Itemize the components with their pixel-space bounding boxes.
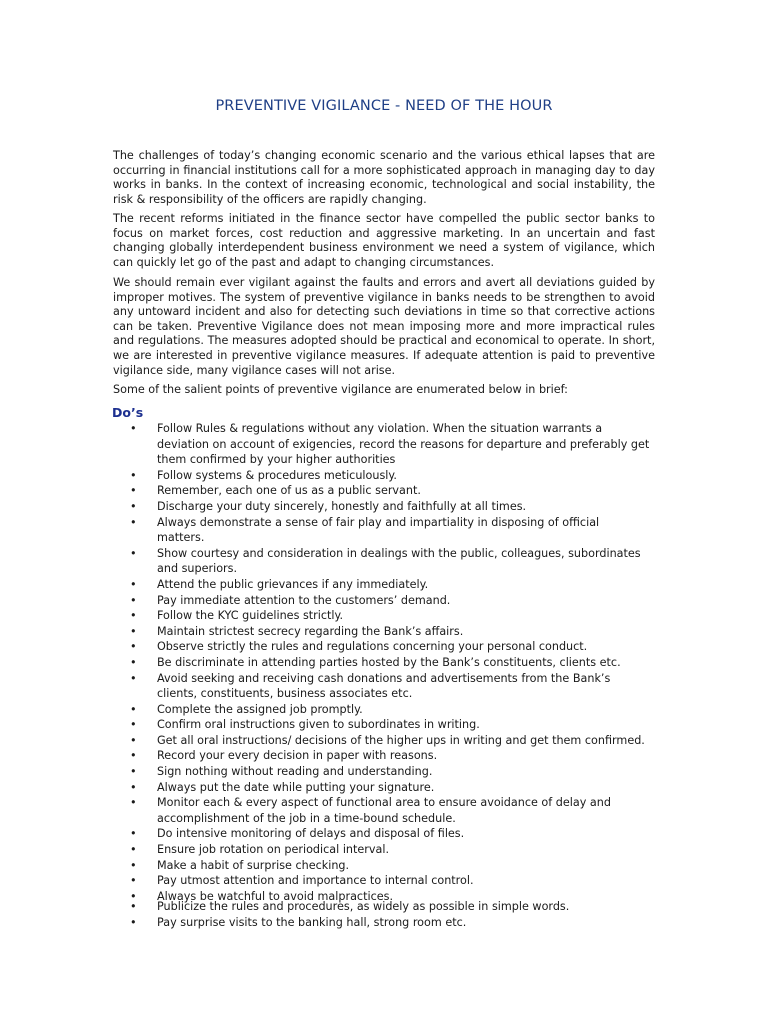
list-item-text: Follow the KYC guidelines strictly. bbox=[157, 609, 344, 623]
list-item bbox=[130, 499, 650, 515]
bullet-icon: • bbox=[130, 624, 137, 638]
bullet-icon: • bbox=[130, 765, 137, 779]
reforms-paragraph: The recent reforms initiated in the finance sector have compelled the public sector banks to focus on market forces, cost reduction and aggressive marketing. In an uncertain and fast changing globally interdependent business environment we need a system of vigilance, which can quickly let go of the past and adapt to changing circumstances. bbox=[113, 212, 655, 269]
bullet-icon: • bbox=[130, 671, 137, 685]
list-item bbox=[130, 702, 650, 718]
bullet-icon: • bbox=[130, 718, 137, 732]
bullet-icon: • bbox=[130, 499, 137, 513]
list-item-text: Complete the assigned job promptly. bbox=[157, 702, 363, 716]
dos-list-continued bbox=[130, 899, 650, 930]
list-item bbox=[130, 593, 650, 609]
list-item-text: Record your every decision in paper with reasons. bbox=[157, 749, 438, 763]
list-item-text: Maintain strictest secrecy regarding the Bank’s affairs. bbox=[157, 624, 464, 638]
bullet-icon: • bbox=[130, 484, 137, 498]
list-item-text: Follow Rules & regulations without any violation. When the situation warrants a deviation on account of exigencies, record the reasons for departure and preferably get them confirmed by your higher authorities bbox=[157, 422, 650, 467]
bullet-icon: • bbox=[130, 874, 137, 888]
list-item-text: Discharge your duty sincerely, honestly and faithfully at all times. bbox=[157, 499, 527, 513]
list-item-text: Avoid seeking and receiving cash donations and advertisements from the Bank’s clients, constituents, business associates etc. bbox=[157, 671, 611, 701]
list-item-text: Confirm oral instructions given to subordinates in writing. bbox=[157, 718, 480, 732]
list-item bbox=[130, 546, 650, 577]
bullet-icon: • bbox=[130, 468, 137, 482]
list-item-text: Remember, each one of us as a public servant. bbox=[157, 484, 421, 498]
bullet-icon: • bbox=[130, 915, 137, 929]
bullet-icon: • bbox=[130, 655, 137, 669]
list-item bbox=[130, 764, 650, 780]
list-item-text: Always demonstrate a sense of fair play and impartiality in disposing of official matters. bbox=[157, 515, 600, 545]
list-item-text: Follow systems & procedures meticulously. bbox=[157, 468, 397, 482]
bullet-icon: • bbox=[130, 733, 137, 747]
list-item bbox=[130, 899, 650, 915]
list-item bbox=[130, 858, 650, 874]
bullet-icon: • bbox=[130, 702, 137, 716]
list-item-text: Pay utmost attention and importance to internal control. bbox=[157, 874, 474, 888]
bullet-icon: • bbox=[130, 640, 137, 654]
list-item bbox=[130, 624, 650, 640]
list-item-text: Ensure job rotation on periodical interval. bbox=[157, 843, 390, 857]
bullet-icon: • bbox=[130, 593, 137, 607]
list-item bbox=[130, 915, 650, 931]
list-item bbox=[130, 733, 650, 749]
bullet-icon: • bbox=[130, 900, 137, 913]
bullet-icon: • bbox=[130, 858, 137, 872]
list-item-text: Sign nothing without reading and understanding. bbox=[157, 765, 433, 779]
list-item bbox=[130, 873, 650, 889]
list-item bbox=[130, 655, 650, 671]
list-item bbox=[130, 515, 650, 546]
bullet-icon: • bbox=[130, 515, 137, 529]
dos-list bbox=[130, 421, 650, 904]
list-item bbox=[130, 577, 650, 593]
bullet-icon: • bbox=[130, 749, 137, 763]
list-item bbox=[130, 468, 650, 484]
list-item-text: Be discriminate in attending parties hosted by the Bank’s constituents, clients etc. bbox=[157, 655, 621, 669]
list-item bbox=[130, 717, 650, 733]
list-item bbox=[130, 780, 650, 796]
list-item-text: Observe strictly the rules and regulations concerning your personal conduct. bbox=[157, 640, 588, 654]
bullet-icon: • bbox=[130, 780, 137, 794]
vigilance-paragraph: We should remain ever vigilant against the faults and errors and avert all deviations guided by improper motives. The system of preventive vigilance in banks needs to be strengthen to avoid any untoward incident and also for detecting such deviations in time so that corrective actions can be taken. Preventive Vigilance does not mean imposing more and more impractical rules and regulations. The measures adopted should be practical and economical to operate. In short, we are interested in preventive vigilance measures. If adequate attention is paid to preventive vigilance side, many vigilance cases will not arise. bbox=[113, 276, 655, 377]
list-item bbox=[130, 483, 650, 499]
list-item bbox=[130, 795, 650, 826]
bullet-icon: • bbox=[130, 843, 137, 857]
list-item bbox=[130, 421, 650, 468]
bullet-icon: • bbox=[130, 422, 137, 435]
list-item-text: Do intensive monitoring of delays and disposal of files. bbox=[157, 827, 465, 841]
list-item bbox=[130, 671, 650, 702]
list-item bbox=[130, 748, 650, 764]
list-item-text: Publicize the rules and procedures, as widely as possible in simple words. bbox=[157, 900, 570, 913]
list-item bbox=[130, 826, 650, 842]
list-item bbox=[130, 639, 650, 655]
list-item-text: Pay immediate attention to the customers’ demand. bbox=[157, 593, 451, 607]
list-item-text: Monitor each & every aspect of functional area to ensure avoidance of delay and accomplishment of the job in a time-bound schedule. bbox=[157, 796, 611, 825]
bullet-icon: • bbox=[130, 609, 137, 623]
list-item bbox=[130, 608, 650, 624]
intro-paragraph: The challenges of today’s changing economic scenario and the various ethical lapses that are occurring in financial institutions call for a more sophisticated approach in managing day to day works in banks. In the context of increasing economic, technological and social instability, the risk & responsibility of the officers are rapidly changing. bbox=[113, 149, 655, 206]
list-item-text: Always put the date while putting your signature. bbox=[157, 780, 435, 794]
bullet-icon: • bbox=[130, 796, 137, 810]
salient-points-paragraph: Some of the salient points of preventive vigilance are enumerated below in brief: bbox=[113, 383, 568, 396]
document-title: PREVENTIVE VIGILANCE - NEED OF THE HOUR bbox=[215, 98, 553, 114]
list-item-text: Attend the public grievances if any immediately. bbox=[157, 577, 429, 591]
bullet-icon: • bbox=[130, 577, 137, 591]
list-item-text: Pay surprise visits to the banking hall, strong room etc. bbox=[157, 915, 467, 929]
list-item-text: Show courtesy and consideration in dealings with the public, colleagues, subordinates and superiors. bbox=[157, 546, 641, 576]
list-item-text: Always be watchful to avoid malpractices. bbox=[157, 889, 393, 903]
list-item bbox=[130, 842, 650, 858]
list-item-text: Get all oral instructions/ decisions of the higher ups in writing and get them confirmed. bbox=[157, 733, 645, 747]
bullet-icon: • bbox=[130, 546, 137, 560]
dos-heading: Do’s bbox=[112, 405, 144, 420]
list-item-text: Make a habit of surprise checking. bbox=[157, 858, 350, 872]
bullet-icon: • bbox=[130, 889, 137, 903]
bullet-icon: • bbox=[130, 827, 137, 841]
